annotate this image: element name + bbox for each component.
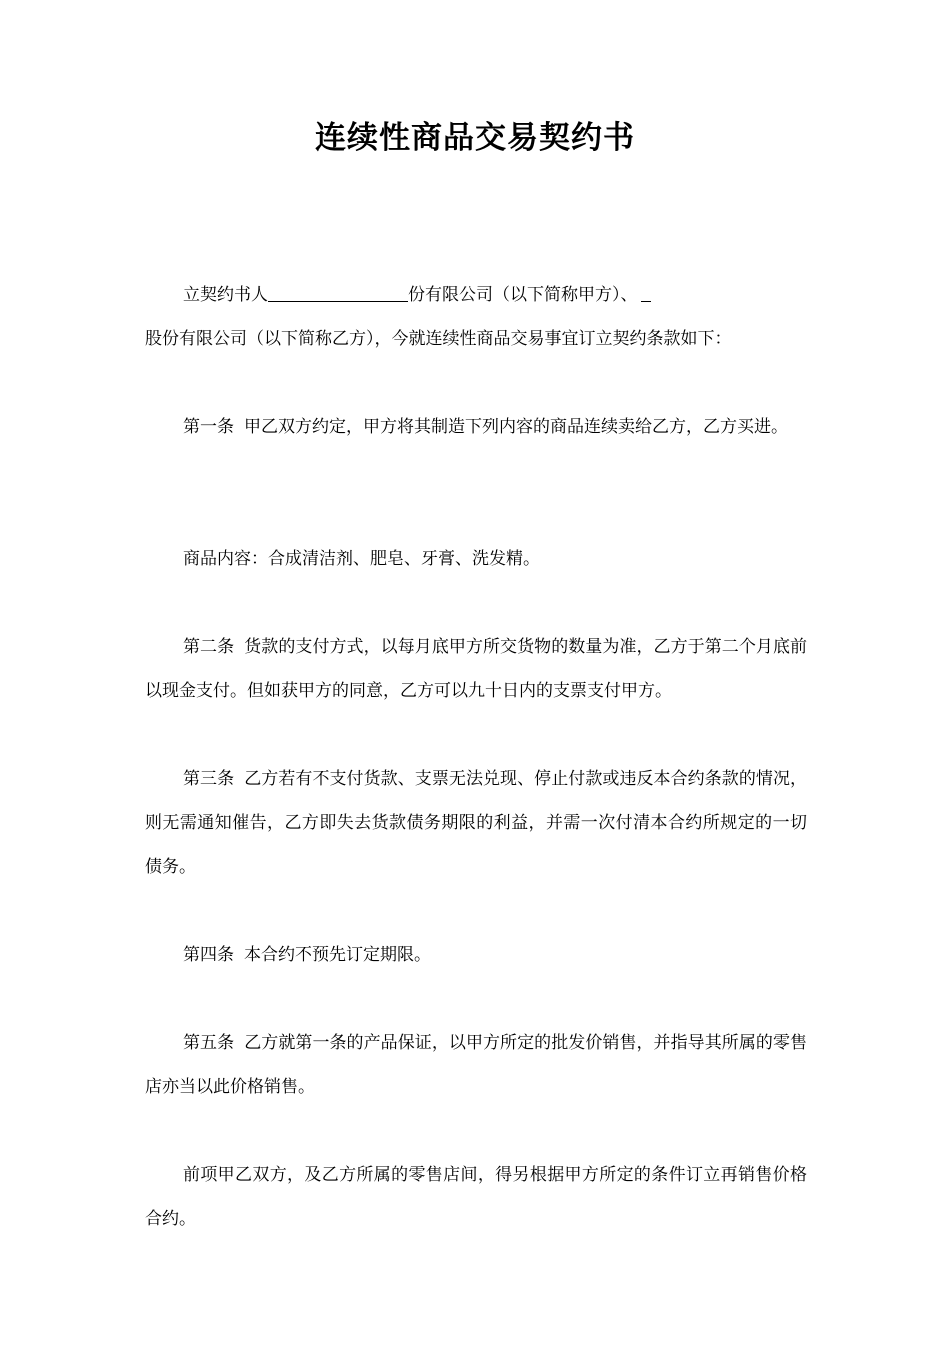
article-5-label: 第五条 <box>183 1033 235 1053</box>
article-5-text: 乙方就第一条的产品保证，以甲方所定的批发价销售，并指导其所属的零售店亦当以此价格销售。 <box>145 1033 808 1097</box>
article-4-label: 第四条 <box>183 945 234 965</box>
article-3 <box>145 757 807 889</box>
article-4 <box>145 933 807 977</box>
article-1-text: 甲乙双方约定，甲方将其制造下列内容的商品连续卖给乙方，乙方买进。 <box>244 417 788 437</box>
article-1-goods <box>145 537 807 581</box>
article-3-label: 第三条 <box>183 769 235 789</box>
article-5-clause-2 <box>145 1153 807 1241</box>
intro-part2: 份有限公司（以下简称甲方）、 <box>408 285 638 305</box>
article-5-clause-2-text: 前项甲乙双方，及乙方所属的零售店间，得另根据甲方所定的条件订立再销售价格合约。 <box>145 1165 807 1229</box>
article-2-label: 第二条 <box>183 637 235 657</box>
article-5 <box>145 1021 807 1109</box>
article-1-label: 第一条 <box>183 417 234 437</box>
party-a-blank <box>268 283 408 302</box>
intro-part3: 股份有限公司（以下简称乙方），今就连续性商品交易事宜订立契约条款如下： <box>145 329 732 349</box>
goods-text: 商品内容：合成清洁剂、肥皂、牙膏、洗发精。 <box>183 549 540 569</box>
document-title: 连续性商品交易契约书 <box>315 120 635 156</box>
article-1 <box>145 405 807 449</box>
article-2-text: 货款的支付方式，以每月底甲方所交货物的数量为准，乙方于第二个月底前以现金支付。但如获甲方的同意，乙方可以九十日内的支票支付甲方。 <box>145 637 808 701</box>
article-2 <box>145 625 807 713</box>
intro-paragraph <box>145 273 807 361</box>
article-4-text: 本合约不预先订定期限。 <box>244 945 431 965</box>
party-b-blank <box>641 283 651 302</box>
article-3-text: 乙方若有不支付货款、支票无法兑现、停止付款或违反本合约条款的情况，则无需通知催告，乙方即失去货款债务期限的利益，并需一次付清本合约所规定的一切债务。 <box>145 769 808 877</box>
intro-part1: 立契约书人 <box>183 285 268 305</box>
